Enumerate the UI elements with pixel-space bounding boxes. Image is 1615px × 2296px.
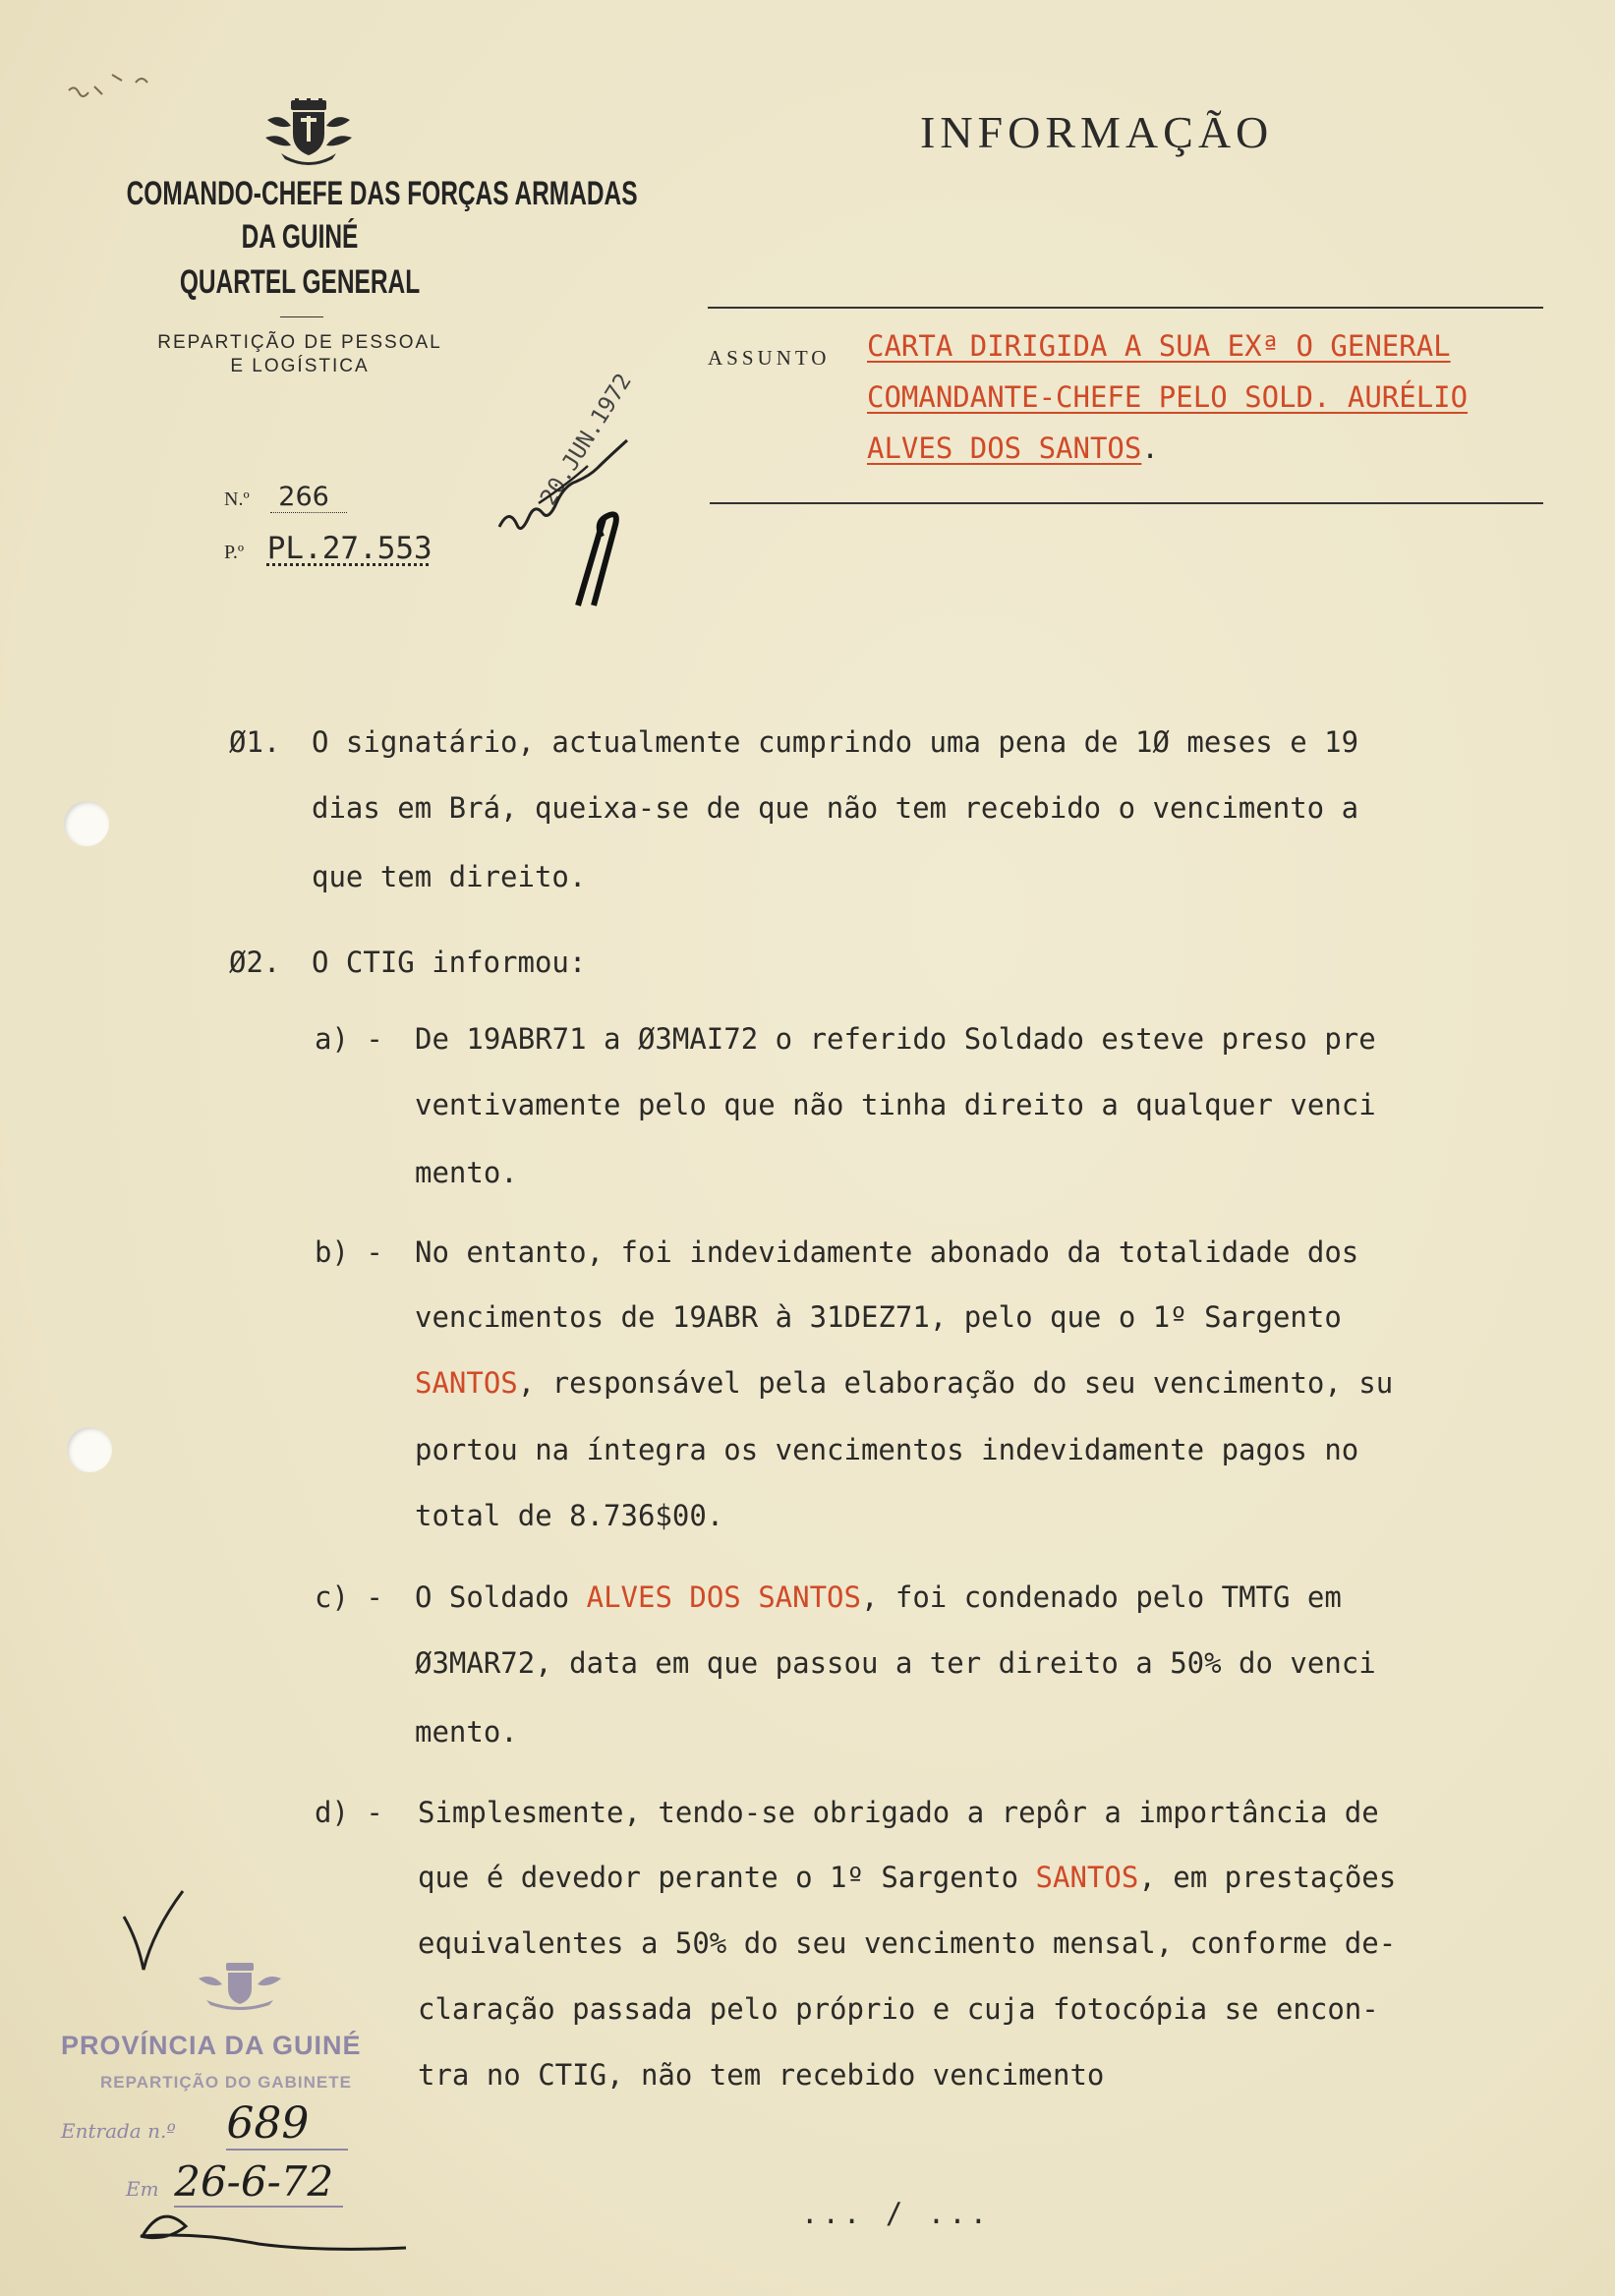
stamp-signature [103, 2197, 428, 2266]
stamp-line1: PROVÍNCIA DA GUINÉ [61, 2031, 362, 2060]
header-divider [280, 316, 323, 317]
item-c-line3: mento. [415, 1715, 518, 1749]
process-label: P.º [224, 542, 245, 563]
corner-marks [61, 61, 169, 110]
document-title: INFORMAÇÃO [920, 107, 1274, 157]
stamp-crest-icon [193, 1961, 287, 2010]
subject-rule-top [708, 307, 1543, 309]
item-b-line3 [415, 1366, 1393, 1400]
process-value: PL.27.553 [266, 531, 433, 566]
paragraph-2-number: Ø2. [229, 946, 281, 979]
item-d-line5: tra no CTIG, não tem recebido vencimento [418, 2058, 1105, 2092]
item-c-label: c) - [315, 1580, 383, 1614]
paragraph-1-number: Ø1. [229, 725, 281, 759]
number-value: 266 [270, 482, 347, 513]
department-line1: REPARTIÇÃO DE PESSOAL [157, 332, 442, 353]
subject-line2: COMANDANTE-CHEFE PELO SOLD. AURÉLIO [867, 380, 1469, 414]
checkmark-icon [116, 1887, 195, 1976]
item-a-line3: mento. [415, 1156, 518, 1189]
item-c-name: ALVES DOS SANTOS [586, 1580, 861, 1614]
subject-line3-period: . [1141, 431, 1159, 465]
punch-hole-bottom [67, 1427, 112, 1472]
org-name-line2: DA GUINÉ [241, 218, 359, 256]
handwritten-signature [491, 432, 659, 609]
paragraph-1-line2: dias em Brá, queixa-se de que não tem recebido o vencimento a [312, 791, 1359, 825]
item-a-label: a) - [315, 1022, 383, 1056]
org-name-line3: QUARTEL GENERAL [179, 263, 421, 301]
number-label: N.º [224, 488, 250, 510]
item-c-line2: Ø3MAR72, data em que passou a ter direito a 50% do venci [415, 1646, 1376, 1680]
department-line2: E LOGÍSTICA [230, 356, 370, 376]
subject-line3-name: ALVES DOS SANTOS [867, 431, 1142, 465]
stamp-entry-row [61, 2098, 348, 2151]
stamp-date-value: 26-6-72 [174, 2157, 343, 2208]
subject-label: ASSUNTO [708, 346, 831, 370]
continuation-marker: ... / ... [801, 2197, 992, 2230]
punch-hole-top [64, 801, 109, 846]
item-b-line1: No entanto, foi indevidamente abonado da totalidade dos [415, 1235, 1359, 1269]
paragraph-2-line1: O CTIG informou: [312, 946, 587, 979]
item-c-line1-pre: O Soldado [415, 1580, 587, 1614]
item-a-line1: De 19ABR71 a Ø3MAI72 o referido Soldado esteve preso pre [415, 1022, 1376, 1056]
process-number [224, 531, 433, 566]
org-name-line1: COMANDO-CHEFE DAS FORÇAS ARMADAS [126, 175, 638, 212]
item-b-line5: total de 8.736$00. [415, 1499, 724, 1532]
item-d-line1: Simplesmente, tendo-se obrigado a repôr a importância de [418, 1796, 1379, 1829]
stamp-date-label: Em [126, 2177, 159, 2201]
item-c-line1 [415, 1580, 1342, 1614]
item-b-name-santos: SANTOS [415, 1366, 518, 1400]
stamp-entry-label: Entrada n.º [61, 2119, 176, 2143]
item-d-name-santos: SANTOS [1035, 1861, 1139, 1894]
item-b-line3-text: , responsável pela elaboração do seu vencimento, su [517, 1366, 1394, 1400]
item-a-line2: ventivamente pelo que não tinha direito a qualquer venci [415, 1088, 1376, 1121]
item-d-line2 [418, 1861, 1396, 1894]
subject-line1: CARTA DIRIGIDA A SUA EXª O GENERAL [867, 329, 1451, 363]
paragraph-1-line3: que tem direito. [312, 860, 587, 893]
item-d-label: d) - [315, 1796, 383, 1829]
date-stamp: 20.JUN.1972 [536, 369, 637, 510]
item-c-line1-post: , foi condenado pelo TMTG em [860, 1580, 1342, 1614]
item-b-line2: vencimentos de 19ABR à 31DEZ71, pelo que o 1º Sargento [415, 1300, 1342, 1334]
item-b-line4: portou na íntegra os vencimentos indevidamente pagos no [415, 1433, 1359, 1466]
item-b-label: b) - [315, 1235, 383, 1269]
stamp-entry-number: 689 [226, 2098, 348, 2151]
subject-line3 [867, 431, 1159, 465]
item-d-line3: equivalentes a 50% do seu vencimento mensal, conforme de- [418, 1926, 1397, 1960]
subject-rule-bottom [710, 502, 1543, 504]
stamp-line2: REPARTIÇÃO DO GABINETE [100, 2073, 352, 2092]
paragraph-1-line1: O signatário, actualmente cumprindo uma pena de 1Ø meses e 19 [312, 725, 1359, 759]
document-number [224, 482, 347, 513]
item-d-line2-pre: que é devedor perante o 1º Sargento [418, 1861, 1036, 1894]
item-d-line2-post: , em prestações [1138, 1861, 1397, 1894]
item-d-line4: claração passada pelo próprio e cuja fotocópia se encon- [418, 1992, 1379, 2026]
coat-of-arms-icon [263, 98, 354, 169]
